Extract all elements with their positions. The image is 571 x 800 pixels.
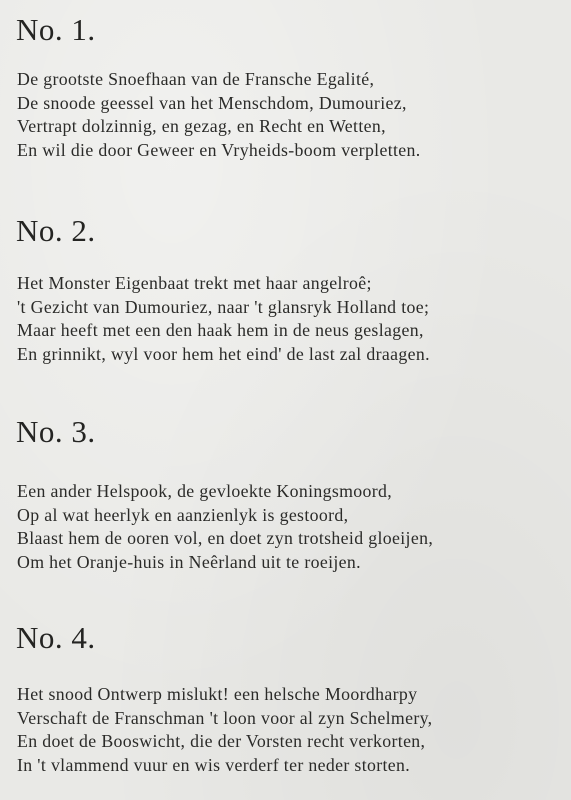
verse-line: En wil die door Geweer en Vryheids-boom verpletten. (17, 139, 421, 160)
verse-line: Het snood Ontwerp mislukt! een helsche Moordharpy (17, 684, 418, 704)
section-heading-3: No. 3. (16, 414, 96, 449)
verse-line: Om het Oranje-huis in Neêrland uit te roeijen. (17, 551, 361, 572)
verse-line: De snoode geessel van het Menschdom, Dumouriez, (17, 92, 407, 113)
stanza-1 (17, 68, 570, 162)
stanza-3 (17, 480, 570, 574)
section-heading-4: No. 4. (16, 620, 96, 655)
verse-line: Vertrapt dolzinnig, en gezag, en Recht en Wetten, (17, 116, 386, 136)
verse-line: In 't vlammend vuur en wis verderf ter neder storten. (17, 754, 411, 775)
verse-line: Een ander Helspook, de gevloekte Koningsmoord, (17, 481, 393, 501)
section-heading-1: No. 1. (16, 12, 96, 47)
verse-line: De grootste Snoefhaan van de Fransche Egalité, (17, 69, 375, 89)
verse-line: Verschaft de Franschman 't loon voor al zyn Schelmery, (17, 707, 433, 728)
verse-line: Het Monster Eigenbaat trekt met haar angelroê; (17, 273, 372, 293)
verse-line: Maar heeft met een den haak hem in de neus geslagen, (17, 320, 424, 340)
verse-line: Op al wat heerlyk en aanzienlyk is gestoord, (17, 504, 349, 525)
verse-line: En doet de Booswicht, die der Vorsten recht verkorten, (17, 731, 426, 751)
verse-line: En grinnikt, wyl voor hem het eind' de last zal draagen. (17, 343, 430, 364)
stanza-2 (17, 272, 570, 366)
section-heading-2: No. 2. (16, 213, 96, 248)
stanza-4 (17, 683, 570, 777)
verse-line: 't Gezicht van Dumouriez, naar 't glansryk Holland toe; (17, 296, 430, 317)
verse-line: Blaast hem de ooren vol, en doet zyn trotsheid gloeijen, (17, 528, 434, 548)
